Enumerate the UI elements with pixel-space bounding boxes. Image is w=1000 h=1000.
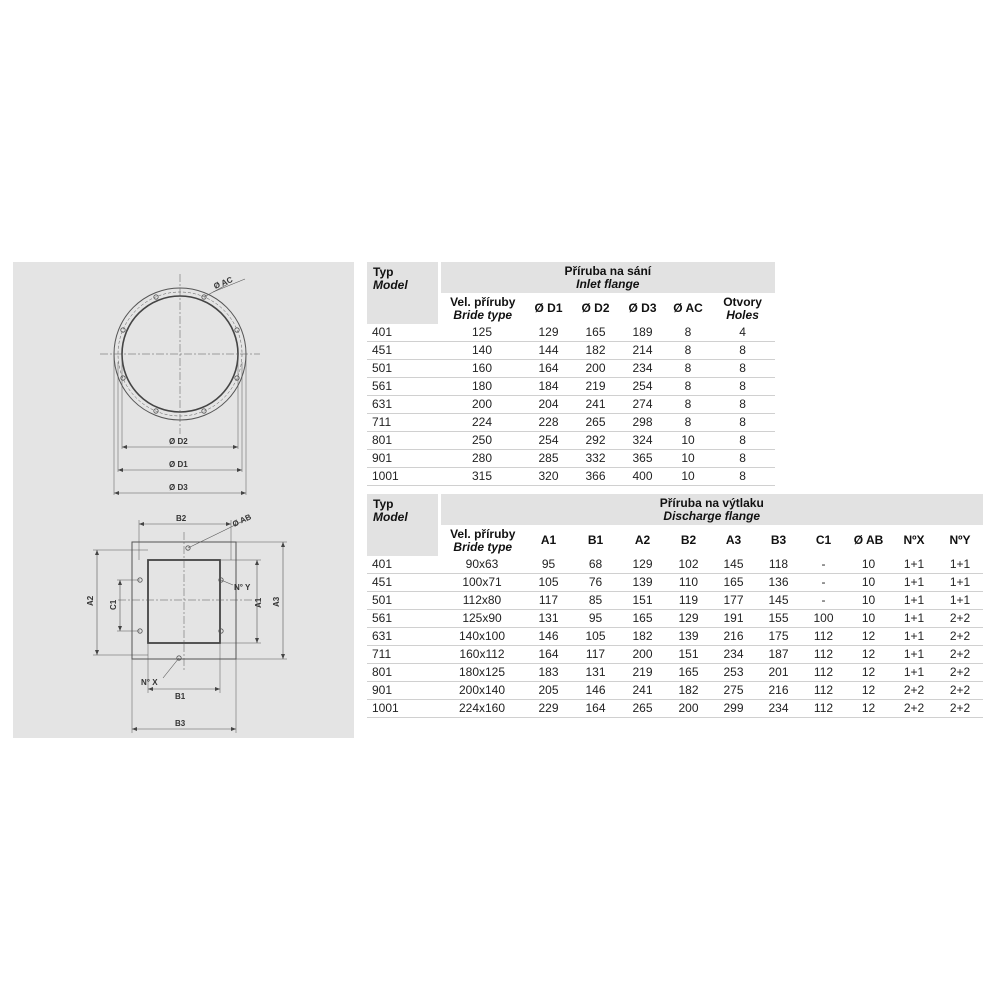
value-cell: 265 <box>619 700 666 718</box>
value-cell: 164 <box>572 700 619 718</box>
value-cell: 151 <box>666 646 711 664</box>
model-cell: 711 <box>367 646 439 664</box>
value-cell: 8 <box>666 342 710 360</box>
value-cell: 1+1 <box>891 592 937 610</box>
value-cell: 1+1 <box>937 592 983 610</box>
table-row <box>367 574 983 592</box>
column-header-cz: Otvory <box>723 294 762 309</box>
value-cell: 175 <box>756 628 801 646</box>
ny-label: N° Y <box>234 583 251 592</box>
table-row <box>367 700 983 718</box>
column-header <box>756 525 801 556</box>
value-cell: 182 <box>619 628 666 646</box>
value-cell: 140 <box>439 342 525 360</box>
value-cell: 214 <box>619 342 666 360</box>
value-cell: 182 <box>666 682 711 700</box>
value-cell: 100x71 <box>439 574 525 592</box>
value-cell: 366 <box>572 468 619 486</box>
value-cell: 265 <box>572 414 619 432</box>
value-cell: 140x100 <box>439 628 525 646</box>
column-header-cz: Ø AC <box>673 301 703 315</box>
value-cell: 234 <box>756 700 801 718</box>
value-cell: 12 <box>846 664 891 682</box>
value-cell: 228 <box>525 414 572 432</box>
value-cell: 8 <box>666 324 710 342</box>
value-cell: 125 <box>439 324 525 342</box>
value-cell: 234 <box>711 646 756 664</box>
column-header <box>666 525 711 556</box>
value-cell: 180x125 <box>439 664 525 682</box>
value-cell: 200 <box>572 360 619 378</box>
column-header-cz: NºX <box>903 533 925 547</box>
column-header-cz: NºY <box>949 533 971 547</box>
value-cell: 400 <box>619 468 666 486</box>
value-cell: 102 <box>666 556 711 574</box>
value-cell: 2+2 <box>937 646 983 664</box>
table-row <box>367 342 775 360</box>
model-cell: 401 <box>367 556 439 574</box>
table-row <box>367 396 775 414</box>
value-cell: 164 <box>525 360 572 378</box>
value-cell: 8 <box>666 360 710 378</box>
discharge-group-header <box>439 494 983 525</box>
value-cell: 254 <box>525 432 572 450</box>
value-cell: 2+2 <box>937 682 983 700</box>
a3-label: A3 <box>272 596 281 607</box>
model-header-cz: Typ <box>373 265 394 279</box>
value-cell: 145 <box>711 556 756 574</box>
value-cell: 234 <box>619 360 666 378</box>
value-cell: 117 <box>525 592 572 610</box>
value-cell: 187 <box>756 646 801 664</box>
value-cell: 1+1 <box>891 556 937 574</box>
value-cell: 95 <box>572 610 619 628</box>
value-cell: 216 <box>711 628 756 646</box>
value-cell: 292 <box>572 432 619 450</box>
value-cell: 2+2 <box>891 700 937 718</box>
column-header <box>666 293 710 324</box>
value-cell: 144 <box>525 342 572 360</box>
value-cell: 274 <box>619 396 666 414</box>
model-cell: 801 <box>367 432 439 450</box>
value-cell: 136 <box>756 574 801 592</box>
value-cell: 216 <box>756 682 801 700</box>
column-header-cz: C1 <box>815 533 832 547</box>
value-cell: 241 <box>572 396 619 414</box>
model-cell: 631 <box>367 396 439 414</box>
value-cell: 12 <box>846 628 891 646</box>
value-cell: 8 <box>710 342 775 360</box>
value-cell: 112 <box>801 682 846 700</box>
column-header <box>572 293 619 324</box>
model-cell: 901 <box>367 682 439 700</box>
value-cell: 8 <box>710 414 775 432</box>
column-header-cz: A2 <box>634 533 651 547</box>
table-row <box>367 592 983 610</box>
model-cell: 631 <box>367 628 439 646</box>
table-row <box>367 432 775 450</box>
value-cell: - <box>801 556 846 574</box>
column-header <box>711 525 756 556</box>
value-cell: 201 <box>756 664 801 682</box>
value-cell: 112 <box>801 628 846 646</box>
value-cell: - <box>801 574 846 592</box>
value-cell: 1+1 <box>891 628 937 646</box>
column-header <box>846 525 891 556</box>
group-header-en: Inlet flange <box>576 276 640 291</box>
model-header-cz: Typ <box>373 497 394 511</box>
table-row <box>367 360 775 378</box>
value-cell: 118 <box>756 556 801 574</box>
value-cell: 112 <box>801 700 846 718</box>
value-cell: 8 <box>710 396 775 414</box>
value-cell: 10 <box>666 468 710 486</box>
table-row <box>367 468 775 486</box>
column-header <box>572 525 619 556</box>
ac-label: Ø AC <box>212 275 235 291</box>
value-cell: 219 <box>619 664 666 682</box>
column-header <box>710 293 775 324</box>
column-header-cz: Ø D3 <box>628 301 657 315</box>
column-header <box>619 525 666 556</box>
value-cell: 2+2 <box>937 610 983 628</box>
d2-label: Ø D2 <box>169 437 188 446</box>
value-cell: 112x80 <box>439 592 525 610</box>
value-cell: 10 <box>666 432 710 450</box>
value-cell: 250 <box>439 432 525 450</box>
value-cell: 1+1 <box>891 574 937 592</box>
value-cell: 2+2 <box>937 700 983 718</box>
column-header <box>439 293 525 324</box>
value-cell: 204 <box>525 396 572 414</box>
value-cell: 200 <box>439 396 525 414</box>
value-cell: 205 <box>525 682 572 700</box>
value-cell: 224x160 <box>439 700 525 718</box>
model-header <box>367 494 439 556</box>
value-cell: 4 <box>710 324 775 342</box>
value-cell: 85 <box>572 592 619 610</box>
value-cell: 1+1 <box>891 664 937 682</box>
table-row <box>367 664 983 682</box>
value-cell: 180 <box>439 378 525 396</box>
model-cell: 901 <box>367 450 439 468</box>
value-cell: 151 <box>619 592 666 610</box>
inlet-flange-table <box>367 262 775 486</box>
model-header <box>367 262 439 324</box>
value-cell: 68 <box>572 556 619 574</box>
d3-label: Ø D3 <box>169 483 188 492</box>
value-cell: 315 <box>439 468 525 486</box>
column-header-en: Bride type <box>453 307 513 322</box>
inlet-table-body <box>367 324 775 486</box>
value-cell: 131 <box>525 610 572 628</box>
value-cell: 131 <box>572 664 619 682</box>
table-row <box>367 414 775 432</box>
value-cell: 8 <box>710 378 775 396</box>
table-row <box>367 378 775 396</box>
value-cell: 2+2 <box>937 664 983 682</box>
column-header-cz: A1 <box>540 533 557 547</box>
model-cell: 401 <box>367 324 439 342</box>
value-cell: 365 <box>619 450 666 468</box>
value-cell: 224 <box>439 414 525 432</box>
value-cell: 129 <box>619 556 666 574</box>
value-cell: 10 <box>846 574 891 592</box>
table-row <box>367 450 775 468</box>
value-cell: 1+1 <box>891 646 937 664</box>
d1-label: Ø D1 <box>169 460 188 469</box>
value-cell: 95 <box>525 556 572 574</box>
value-cell: 8 <box>710 432 775 450</box>
model-cell: 1001 <box>367 700 439 718</box>
value-cell: 8 <box>710 360 775 378</box>
table-row <box>367 324 775 342</box>
a1-label: A1 <box>254 597 263 608</box>
value-cell: 100 <box>801 610 846 628</box>
model-cell: 561 <box>367 610 439 628</box>
value-cell: 298 <box>619 414 666 432</box>
column-header <box>801 525 846 556</box>
value-cell: 182 <box>572 342 619 360</box>
value-cell: 117 <box>572 646 619 664</box>
value-cell: 2+2 <box>937 628 983 646</box>
value-cell: 165 <box>666 664 711 682</box>
flange-drawing <box>13 262 354 738</box>
column-header-cz: Ø D1 <box>534 301 563 315</box>
value-cell: 8 <box>710 450 775 468</box>
inlet-group-header <box>439 262 775 293</box>
value-cell: 2+2 <box>891 682 937 700</box>
value-cell: 1+1 <box>937 556 983 574</box>
table-row <box>367 682 983 700</box>
value-cell: 10 <box>846 556 891 574</box>
column-header-cz: B2 <box>680 533 697 547</box>
value-cell: 324 <box>619 432 666 450</box>
discharge-flange-drawing <box>93 520 287 733</box>
column-header-cz: Ø AB <box>853 533 884 547</box>
value-cell: 253 <box>711 664 756 682</box>
model-header-en: Model <box>373 278 408 292</box>
group-header-cz: Příruba na výtlaku <box>659 495 764 510</box>
value-cell: 90x63 <box>439 556 525 574</box>
value-cell: 12 <box>846 646 891 664</box>
value-cell: 125x90 <box>439 610 525 628</box>
value-cell: 105 <box>525 574 572 592</box>
group-header-cz: Příruba na sání <box>564 263 652 278</box>
column-header <box>525 525 572 556</box>
value-cell: 8 <box>666 414 710 432</box>
value-cell: 275 <box>711 682 756 700</box>
value-cell: 229 <box>525 700 572 718</box>
value-cell: 112 <box>801 664 846 682</box>
value-cell: 177 <box>711 592 756 610</box>
value-cell: 320 <box>525 468 572 486</box>
value-cell: 285 <box>525 450 572 468</box>
value-cell: 146 <box>572 682 619 700</box>
value-cell: 1+1 <box>891 610 937 628</box>
column-header-cz: Ø D2 <box>581 301 610 315</box>
value-cell: 200 <box>666 700 711 718</box>
column-header-row <box>367 525 983 556</box>
value-cell: 200x140 <box>439 682 525 700</box>
value-cell: 219 <box>572 378 619 396</box>
b1-label: B1 <box>175 692 186 701</box>
value-cell: 164 <box>525 646 572 664</box>
model-cell: 501 <box>367 592 439 610</box>
group-header-en: Discharge flange <box>663 508 761 523</box>
value-cell: 332 <box>572 450 619 468</box>
value-cell: - <box>801 592 846 610</box>
c1-label: C1 <box>109 599 118 610</box>
value-cell: 139 <box>666 628 711 646</box>
value-cell: 1+1 <box>937 574 983 592</box>
column-header-cz: Vel. příruby <box>450 294 516 309</box>
model-cell: 801 <box>367 664 439 682</box>
value-cell: 146 <box>525 628 572 646</box>
b2-label: B2 <box>176 514 187 523</box>
value-cell: 110 <box>666 574 711 592</box>
value-cell: 280 <box>439 450 525 468</box>
value-cell: 165 <box>619 610 666 628</box>
value-cell: 183 <box>525 664 572 682</box>
column-header-en: Holes <box>726 307 759 322</box>
table-row <box>367 610 983 628</box>
column-header-cz: Vel. příruby <box>450 526 516 541</box>
value-cell: 200 <box>619 646 666 664</box>
value-cell: 129 <box>525 324 572 342</box>
ab-label: Ø AB <box>231 512 253 529</box>
column-header-cz: A3 <box>725 533 742 547</box>
table-row <box>367 556 983 574</box>
value-cell: 119 <box>666 592 711 610</box>
value-cell: 254 <box>619 378 666 396</box>
model-cell: 711 <box>367 414 439 432</box>
value-cell: 10 <box>846 610 891 628</box>
model-cell: 1001 <box>367 468 439 486</box>
column-header-cz: B1 <box>587 533 604 547</box>
a2-label: A2 <box>86 595 95 606</box>
model-header-en: Model <box>373 510 408 524</box>
value-cell: 155 <box>756 610 801 628</box>
value-cell: 145 <box>756 592 801 610</box>
value-cell: 184 <box>525 378 572 396</box>
value-cell: 8 <box>710 468 775 486</box>
flange-drawing-panel <box>13 262 354 738</box>
nx-label: N° X <box>141 678 158 687</box>
column-header <box>525 293 572 324</box>
value-cell: 165 <box>572 324 619 342</box>
value-cell: 160x112 <box>439 646 525 664</box>
discharge-arrowheads <box>95 522 285 731</box>
value-cell: 10 <box>846 592 891 610</box>
column-header <box>619 293 666 324</box>
value-cell: 160 <box>439 360 525 378</box>
value-cell: 165 <box>711 574 756 592</box>
value-cell: 191 <box>711 610 756 628</box>
table-row <box>367 628 983 646</box>
value-cell: 12 <box>846 682 891 700</box>
value-cell: 299 <box>711 700 756 718</box>
column-header <box>891 525 937 556</box>
value-cell: 8 <box>666 378 710 396</box>
value-cell: 8 <box>666 396 710 414</box>
value-cell: 12 <box>846 700 891 718</box>
value-cell: 241 <box>619 682 666 700</box>
discharge-flange-table <box>367 494 983 718</box>
column-header <box>439 525 525 556</box>
model-cell: 501 <box>367 360 439 378</box>
column-header <box>937 525 983 556</box>
value-cell: 105 <box>572 628 619 646</box>
discharge-table-body <box>367 556 983 718</box>
column-header-en: Bride type <box>453 539 513 554</box>
model-cell: 561 <box>367 378 439 396</box>
model-cell: 451 <box>367 342 439 360</box>
model-cell: 451 <box>367 574 439 592</box>
value-cell: 129 <box>666 610 711 628</box>
value-cell: 10 <box>666 450 710 468</box>
value-cell: 189 <box>619 324 666 342</box>
value-cell: 112 <box>801 646 846 664</box>
b3-label: B3 <box>175 719 186 728</box>
table-row <box>367 646 983 664</box>
column-header-cz: B3 <box>770 533 787 547</box>
value-cell: 139 <box>619 574 666 592</box>
value-cell: 76 <box>572 574 619 592</box>
